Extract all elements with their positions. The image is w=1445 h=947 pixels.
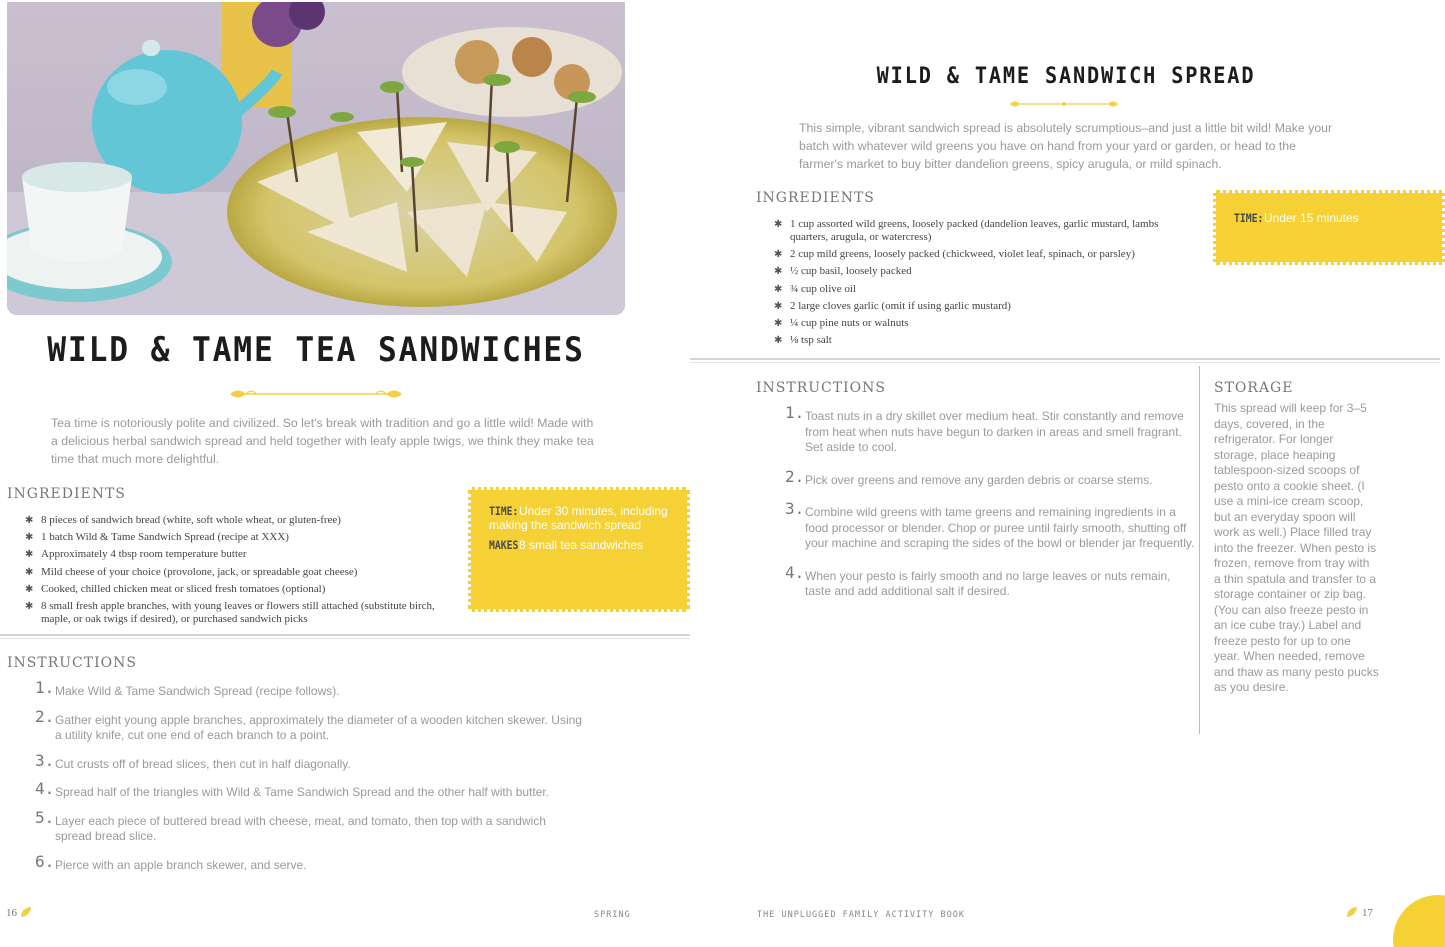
page-title: WILD & TAME SANDWICH SPREAD [876, 64, 1256, 89]
instructions-heading: INSTRUCTIONS [756, 380, 886, 396]
list-item: 3. Combine wild greens with tame greens and remaining ingredients in a food processor or blender. Chop or puree until fairly smooth, shutting off your machine and scraping the sides of the bowl or blender jar frequently. [785, 499, 1195, 550]
instructions-list [35, 678, 585, 873]
list-item: ✱ ¾ cup olive oil [774, 283, 1194, 296]
list-item: 2. Pick over greens and remove any garden debris or coarse stems. [785, 466, 1153, 487]
list-item: ✱ 2 large cloves garlic (omit if using garlic mustard) [774, 300, 1194, 313]
list-item: ✱ Cooked, chilled chicken meat or sliced fresh tomatoes (optional) [25, 583, 455, 596]
list-item: ✱ 8 pieces of sandwich bread (white, soft whole wheat, or gluten-free) [25, 514, 455, 527]
time-badge [1213, 190, 1445, 265]
storage-heading: STORAGE [1214, 380, 1294, 396]
list-item: 1. Toast nuts in a dry skillet over medium heat. Stir constantly and remove from heat when nuts have begun to darken in areas and smell fragrant. Set aside to cool. [785, 403, 1184, 454]
page-title: WILD & TAME TEA SANDWICHES [47, 330, 585, 370]
time-badge [468, 487, 690, 612]
list-item: ✱ Approximately 4 tbsp room temperature butter [25, 548, 455, 561]
ingredients-list [774, 218, 1194, 351]
recipe-intro: Tea time is notoriously polite and civilized. So let's break with tradition and go a little wild! Made with a delicious herbal sandwich spread and held together with leafy apple twigs, we think they make tea time that much more delightful. [51, 416, 594, 466]
makes-value: 8 small tea sandwiches [518, 538, 644, 552]
recipe-intro: This simple, vibrant sandwich spread is absolutely scrumptious–and just a little bit wild! Make your batch with whatever wild greens you have on hand from your yard or garden, or head to the farmer's market to buy bitter dandelion greens, spicy arugula, or mild spinach. [799, 121, 1333, 171]
corner-decoration [1393, 895, 1445, 947]
flourish-icon [1008, 97, 1120, 111]
list-item: ✱ 8 small fresh apple branches, with young leaves or flowers still attached (substitute birch, maple, or oak twigs if desired), or purchased sandwich picks [25, 600, 455, 626]
list-item: ✱ 1 cup assorted wild greens, loosely packed (dandelion leaves, garlic mustard, lambs quarters, arugula, or watercress) [774, 218, 1194, 244]
instructions-heading: INSTRUCTIONS [7, 655, 137, 671]
list-item: 4. When your pesto is fairly smooth and no large leaves or nuts remain, taste and add additional salt if desired. [785, 562, 1171, 598]
flourish-icon [226, 385, 406, 403]
time-label: TIME: [489, 504, 519, 518]
list-item: 1. Make Wild & Tame Sandwich Spread (recipe follows). [35, 678, 340, 698]
list-item: ✱ 2 cup mild greens, loosely packed (chickweed, violet leaf, spinach, or parsley) [774, 248, 1194, 261]
leaf-icon [1346, 906, 1358, 918]
left-page [0, 0, 690, 947]
ingredients-heading: INGREDIENTS [7, 486, 126, 502]
ingredients-list [25, 514, 455, 630]
section-divider [690, 358, 1440, 363]
footer-section-name: SPRING [594, 910, 631, 920]
list-item: 3. Cut crusts off of bread slices, then cut in half diagonally. [35, 750, 351, 771]
time-value: Under 15 minutes [1263, 211, 1359, 225]
time-label: TIME: [1234, 211, 1264, 225]
leaf-icon [20, 906, 32, 918]
list-item: 2. Gather eight young apple branches, approximately the diameter of a wooden kitchen skewer. Using a utility knife, cut one end of each branch to a point. [35, 706, 582, 742]
right-page [690, 0, 1445, 947]
list-item: ✱ 1 batch Wild & Tame Sandwich Spread (recipe at XXX) [25, 531, 455, 544]
list-item: 4. Spread half of the triangles with Wild & Tame Sandwich Spread and the other half with butter. [35, 779, 550, 799]
instructions-list [785, 403, 1195, 600]
list-item: 6. Pierce with an apple branch skewer, and serve. [35, 851, 307, 872]
makes-label: MAKES [489, 538, 519, 552]
footer-book-title: THE UNPLUGGED FAMILY ACTIVITY BOOK [757, 910, 965, 920]
ingredients-heading: INGREDIENTS [756, 190, 875, 206]
list-item: ✱ ⅛ tsp salt [774, 334, 1194, 347]
list-item: ✱ ¼ cup pine nuts or walnuts [774, 317, 1194, 330]
time-value: Under 30 minutes, including making the sandwich spread [489, 504, 668, 532]
list-item: ✱ Mild cheese of your choice (provolone, jack, or spreadable goat cheese) [25, 566, 455, 579]
storage-text: This spread will keep for 3–5 days, covered, in the refrigerator. For longer storage, place heaping tablespoon-sized scoops of pesto onto a cookie sheet. (I use a mini-ice cream scoop, but an everyday spoon will work as well.) Place filled tray into the freezer. When pesto is frozen, remove from tray with a thin spatula and transfer to a storage container or zip bag. (You can also freeze pesto in an ice cube tray.) Label and freeze pesto for up to one year. When needed, remove and thaw as many pesto pucks as you desire. [1214, 401, 1379, 694]
page-number: 17 [1362, 907, 1373, 919]
tea-sandwiches-photo [7, 2, 625, 315]
list-item: ✱ ½ cup basil, loosely packed [774, 265, 1194, 278]
list-item: 5. Layer each piece of buttered bread with cheese, meat, and tomato, then top with a sandwich spread bread slice. [35, 807, 546, 843]
section-divider [0, 634, 690, 639]
page-number: 16 [6, 907, 17, 919]
column-divider [1199, 366, 1200, 734]
